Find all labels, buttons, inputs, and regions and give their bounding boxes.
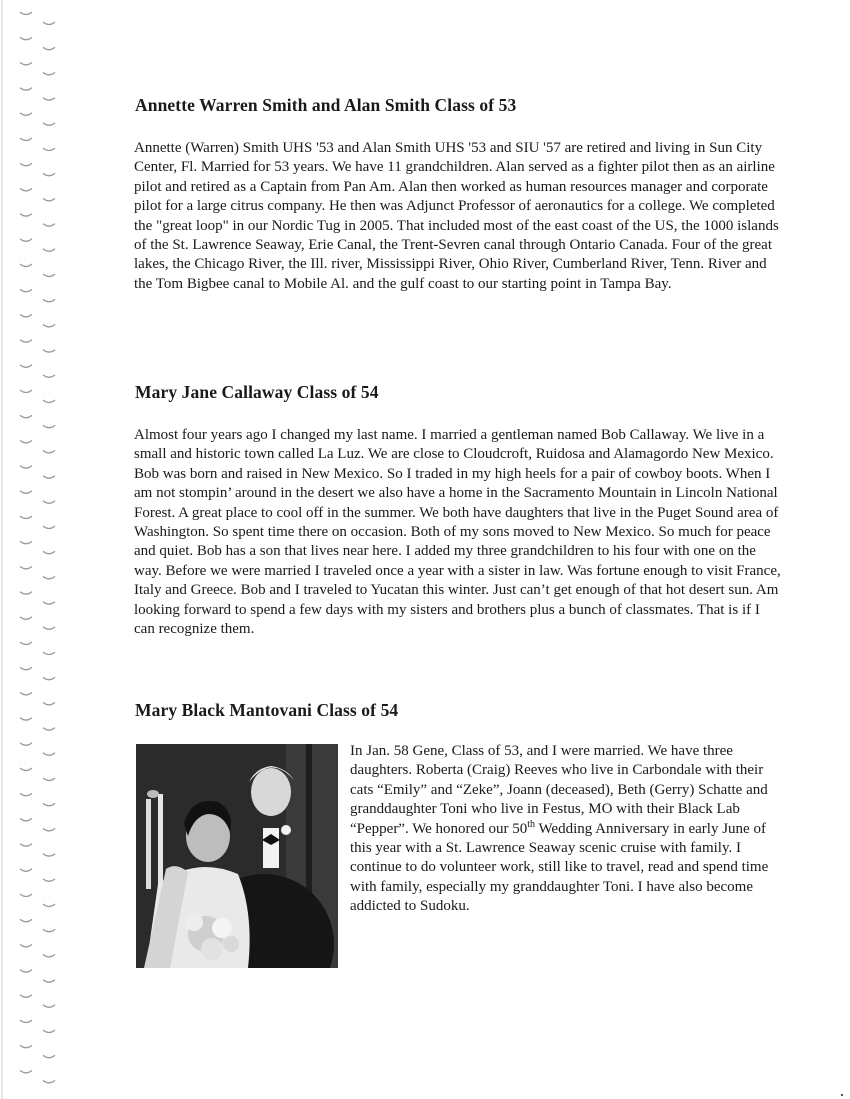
- binding-hole-mark: [20, 1020, 32, 1023]
- binding-hole-mark: [20, 944, 32, 947]
- binding-hole-mark: [20, 88, 32, 91]
- binding-hole-mark: [20, 818, 32, 821]
- binding-hole-mark: [43, 47, 55, 50]
- binding-hole-mark: [20, 718, 32, 721]
- spiral-binding-holes: [0, 0, 70, 1099]
- body-text-part-1: In Jan. 58 Gene, Class of 53, and I were married. We have three daughters. Roberta (Craig) Reeves who live in Carbondale with their cats “Emily” and “Zeke”, Joann (deceased), Beth (Gerry) Schatte and granddaughter Toni who live in Festus, MO with their Black Lab “Pepper”. We honored our 50: [350, 743, 768, 837]
- section-title-callaway: Mary Jane Callaway Class of 54: [135, 382, 379, 402]
- binding-hole-mark: [20, 314, 32, 317]
- binding-hole-mark: [43, 1080, 55, 1083]
- binding-hole-mark: [20, 743, 32, 746]
- binding-hole-mark: [43, 1005, 55, 1008]
- binding-hole-mark: [20, 592, 32, 595]
- body-text-part-2: Wedding Anniversary in early June of this year with a St. Lawrence Seaway scenic cruise with family. I continue to do volunteer work, still like to travel, read and spend time with family, especially my granddaughter Toni. I have also become addicted to Sudoku.: [350, 820, 769, 915]
- binding-hole-mark: [43, 753, 55, 756]
- binding-hole-mark: [43, 173, 55, 176]
- binding-hole-mark: [43, 22, 55, 25]
- binding-hole-mark: [43, 501, 55, 504]
- binding-hole-mark: [43, 702, 55, 705]
- binding-hole-mark: [43, 576, 55, 579]
- binding-hole-mark: [20, 970, 32, 973]
- binding-hole-mark: [20, 566, 32, 569]
- binding-hole-mark: [20, 692, 32, 695]
- binding-hole-mark: [43, 980, 55, 983]
- binding-hole-mark: [20, 62, 32, 65]
- binding-hole-mark: [20, 516, 32, 519]
- binding-hole-mark: [43, 249, 55, 252]
- binding-hole-mark: [20, 12, 32, 15]
- binding-hole-mark: [20, 415, 32, 418]
- binding-hole-mark: [43, 627, 55, 630]
- binding-hole-mark: [43, 476, 55, 479]
- binding-hole-mark: [20, 365, 32, 368]
- binding-hole-mark: [43, 677, 55, 680]
- binding-hole-mark: [43, 778, 55, 781]
- binding-hole-mark: [43, 425, 55, 428]
- binding-hole-mark: [43, 1030, 55, 1033]
- binding-hole-mark: [43, 123, 55, 126]
- binding-hole-mark: [20, 995, 32, 998]
- binding-hole-mark: [20, 390, 32, 393]
- binding-hole-mark: [20, 642, 32, 645]
- binding-hole-mark: [43, 526, 55, 529]
- section-title-smith: Annette Warren Smith and Alan Smith Class of 53: [135, 95, 517, 115]
- binding-hole-mark: [20, 491, 32, 494]
- ordinal-suffix: th: [527, 818, 535, 830]
- binding-hole-mark: [43, 324, 55, 327]
- binding-hole-mark: [20, 466, 32, 469]
- binding-hole-mark: [43, 929, 55, 932]
- binding-hole-mark: [20, 1070, 32, 1073]
- binding-hole-mark: [43, 450, 55, 453]
- binding-hole-mark: [43, 602, 55, 605]
- binding-hole-mark: [43, 1055, 55, 1058]
- page-speck: [841, 1094, 843, 1096]
- binding-hole-mark: [43, 98, 55, 101]
- binding-hole-mark: [43, 400, 55, 403]
- binding-hole-mark: [43, 652, 55, 655]
- wedding-photo: [136, 744, 338, 968]
- binding-hole-mark: [20, 37, 32, 40]
- binding-hole-mark: [20, 163, 32, 166]
- binding-hole-mark: [43, 72, 55, 75]
- binding-hole-mark: [43, 728, 55, 731]
- binding-hole-mark: [20, 667, 32, 670]
- binding-hole-mark: [20, 340, 32, 343]
- binding-hole-mark: [20, 113, 32, 116]
- binding-hole-mark: [20, 869, 32, 872]
- binding-hole-mark: [20, 1045, 32, 1048]
- binding-hole-mark: [20, 440, 32, 443]
- binding-hole-mark: [20, 919, 32, 922]
- binding-hole-mark: [20, 138, 32, 141]
- binding-hole-mark: [20, 541, 32, 544]
- binding-hole-mark: [20, 264, 32, 267]
- binding-hole-mark: [43, 274, 55, 277]
- binding-hole-mark: [43, 954, 55, 957]
- binding-hole-mark: [43, 224, 55, 227]
- binding-hole-mark: [20, 894, 32, 897]
- binding-hole-mark: [20, 289, 32, 292]
- section-body-callaway: Almost four years ago I changed my last name. I married a gentleman named Bob Callaway. We live in a small and historic town called La Luz. We are close to Cloudcroft, Ruidosa and Alamagordo New Mexico. Bob was born and raised in New Mexico. So I traded in my high heels for a pair of cowboy boots. When I am not stompin’ around in the desert we also have a home in the Sacramento Mountain in Lincoln National Forest. A great place to cool off in the summer. We both have daughters that live in the Puget Sound area of Washington. So spent time there on occasion. Both of my sons moved to New Mexico. So much for peace and quiet. Bob has a son that lives near here. I added my three grandchildren to his four with one on the way. Before we were married I traveled once a year with a sister in law. Was fortune enough to visit France, Italy and Greece. Bob and I traveled to Yucatan this winter. Just can’t get enough of that hot desert sun. Am looking forward to spend a few days with my sisters and brothers plus a bunch of classmates. That is if I can recognize them.: [134, 427, 781, 638]
- binding-hole-mark: [20, 188, 32, 191]
- binding-hole-mark: [20, 844, 32, 847]
- binding-hole-mark: [43, 879, 55, 882]
- binding-hole-mark: [43, 350, 55, 353]
- binding-hole-mark: [43, 828, 55, 831]
- section-body-smith: Annette (Warren) Smith UHS '53 and Alan Smith UHS '53 and SIU '57 are retired and living in Sun City Center, Fl. Married for 53 years. We have 11 grandchildren. Alan served as a fighter pilot then as an airline pilot and retired as a Captain from Pan Am. Alan then worked as human resources manager and corporate pilot for a large citrus company. He then was Adjunct Professor of aeronautics for a college. We completed the "great loop" in our Nordic Tug in 2005. That included most of the east coast of the US, the 1000 islands of the St. Lawrence Seaway, Erie Canal, the Trent-Sevren canal through Ontario Canada. Four of the great lakes, the Chicago River, the Ill. river, Mississippi River, Ohio River, Cumberland River, Tenn. River and the Tom Bigbee canal to Mobile Al. and the gulf coast to our starting point in Tampa Bay.: [134, 140, 779, 292]
- binding-hole-mark: [43, 551, 55, 554]
- binding-hole-mark: [20, 617, 32, 620]
- binding-hole-mark: [43, 803, 55, 806]
- section-body-mantovani: [350, 742, 784, 917]
- binding-hole-mark: [20, 214, 32, 217]
- binding-hole-mark: [43, 375, 55, 378]
- binding-hole-mark: [20, 768, 32, 771]
- binding-hole-mark: [43, 198, 55, 201]
- binding-hole-mark: [43, 148, 55, 151]
- section-title-mantovani: Mary Black Mantovani Class of 54: [135, 700, 399, 720]
- binding-hole-mark: [43, 904, 55, 907]
- binding-hole-mark: [20, 793, 32, 796]
- binding-hole-mark: [43, 299, 55, 302]
- binding-hole-mark: [20, 239, 32, 242]
- binding-hole-mark: [43, 854, 55, 857]
